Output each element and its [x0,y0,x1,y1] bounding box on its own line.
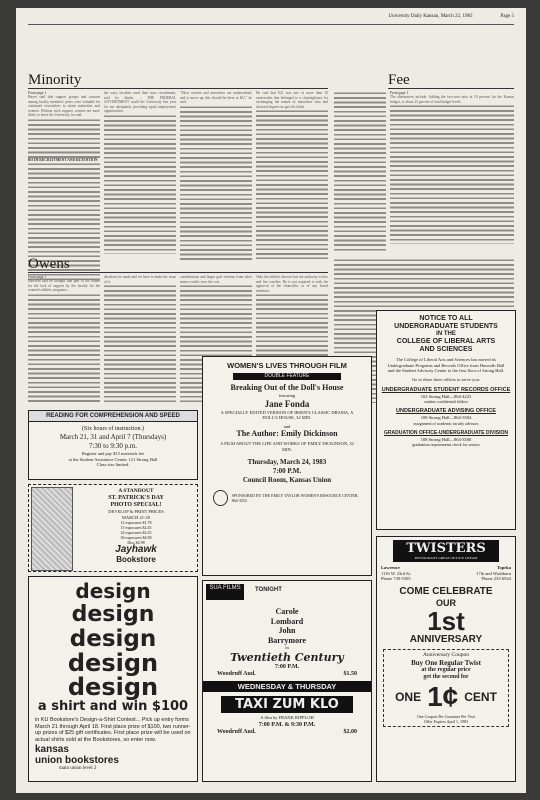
kayhawk-brand-2: Bookstore [116,555,156,564]
owens-title: Owens [28,256,70,272]
minority-rule [28,88,328,89]
price-row: 24 exposures $3.25 [120,530,152,535]
owens-col-1 [28,275,100,403]
sua-films-ad [202,580,372,782]
page-header [28,14,514,25]
text-lines [28,118,100,158]
womens-title: WOMEN'S LIVES THROUGH FILM [227,361,347,370]
fee-col [390,91,514,251]
sua-badge [206,584,244,600]
twisters-logo [393,540,499,562]
design-word: design [67,673,159,701]
minority-jump: From page 1 [28,91,47,95]
design-word: design [69,626,157,652]
twisters-coupon[interactable] [383,649,509,727]
womens-feature: DOUBLE FEATURE [233,373,341,380]
kayhawk-prices [75,520,197,545]
kayhawk-ad [28,484,198,572]
owens-col-2 [104,275,176,403]
twisters-celebrate: COME CELEBRATE [399,585,493,597]
notice-office-2: UNDERGRADUATE ADVISING OFFICE [396,408,496,414]
loc-phone: Phone 749-5305 [381,576,411,581]
design-ad [28,576,198,782]
twisters-our: OUR [436,597,456,608]
design-words [29,579,197,699]
design-word: design [71,602,155,627]
coupon-foot-1: One Coupon Per Customer Per Visit [416,713,476,719]
owens-rule [28,272,328,273]
reading-line-2: March 21, 31 and April 7 (Thursdays) [59,433,167,441]
coupon-line-4: get the second for [423,673,469,680]
sua-place-2: Woodruff Aud. [217,728,256,735]
sua-tonight: TONIGHT [255,587,282,593]
star-name: Lombard [270,616,304,626]
design-brand-3: main union level 2 [59,766,97,771]
text-lines [390,104,514,244]
womens-author-desc: A FILM ABOUT THE LIFE AND WORKS OF EMILY DICKINSON, 32 MIN. [220,441,354,452]
sua-place: Woodruff Aud. [217,670,256,677]
womens-and: and [283,423,291,429]
reading-line-4: Register and pay $15 materials fee [81,451,145,456]
fee-jump: From page 1 [390,91,409,95]
text-lines [180,105,252,260]
minority-col-5 [334,91,386,251]
twisters-brand: TWISTERS [406,541,486,556]
notice-office-1: UNDERGRADUATE STUDENT RECORDS OFFICE [381,386,511,393]
sua-in: in [285,645,289,650]
owens-jump: From page 1 [28,275,47,279]
notice-office-2-loc: 108 Strong Hall—864-3504 [420,415,472,420]
notice-title-2: UNDERGRADUATE STUDENTS [394,323,498,330]
text-lines [28,293,100,403]
owens-col-3-text: contributions and larger gate revenue from other teams would cover the cost. [180,275,253,284]
reading-line-1: (Six hours of instruction.) [82,426,144,432]
price-row: Disc $2.98 [127,540,145,545]
design-body: in KU Bookstore's Design-a-Shirt Contest... Pick up entry forms March 21 through April 18. First place prize of $100, two runner-up prizes of $25 gift certificates. First place prize will be used on actual shirts sold at the Bookstores, so enter now. [35,717,191,743]
fee-rule [388,88,514,89]
minority-subhead: BOTH RECRUITMENT AND RETENTION [28,157,98,162]
minority-col-4 [256,91,328,258]
loc-phone: Phone 233-6924 [481,576,511,581]
design-brand-1: kansas [35,744,69,755]
notice-office-3: GRADUATION OFFICE-UNDERGRADUATE DIVISION [384,429,508,436]
womens-film-ad [202,356,372,576]
notice-title-5: AND SCIENCES [419,346,473,353]
twisters-ad [376,536,516,782]
design-word: design [75,579,151,603]
fee-col-text: The alternatives include: Adding the two-cent ratio at 10 percent for the Kansas budget, or about 25 percent of total budget levels. [390,95,515,104]
minority-col-1-text: Hayes said that support groups and concern among faculty members' peers were valuable for continued researchers to retain minorities and women. Without such support, women are more likely to leave the University, he said. [28,95,101,118]
loc-address: 17th and Washburn [476,570,511,576]
minority-title: Minority [28,72,82,88]
kayhawk-line-4: DEVELOP & PRINT PRICES [108,509,164,514]
star-name: Carole [275,607,299,616]
notice-title-4: COLLEGE OF LIBERAL ARTS [396,338,496,345]
notice-office-1-desc: student confidential folders [424,399,468,404]
sua-price-2: $2.00 [343,728,357,735]
minority-col-2 [104,91,176,258]
text-lines [334,91,386,251]
minority-col-2-text: the ways faculties used their stars recruitment, said he thinks ... THE FEDERAL GOVERNMENT could the University last year for not adequately providing equal employment opportunities. [104,91,177,114]
minority-col-3 [180,91,252,258]
womens-star: Jane Fonda [264,398,310,409]
star-name: John [278,626,296,635]
coupon-cent-word: CENT [464,689,497,704]
coupon-foot-2: Offer Expires April 1, 1983 [423,718,469,724]
owens-col-4-text: Only the athletic director has the authority to hire and fire coaches. He is not required to seek the approval of the chancellor or of any board members. [256,275,329,293]
womens-date: Thursday, March 24, 1983 [247,458,327,466]
price-row: 12 exposures $1.78 [120,520,152,525]
reading-ad [28,410,198,480]
womens-featuring: featuring [278,393,296,398]
reading-line-3: 7:30 to 9:30 p.m. [88,442,138,450]
coupon-line-2: Buy One Regular Twist [411,658,481,667]
notice-ad [376,310,516,530]
design-tagline: a shirt and win $100 [37,699,189,714]
minority-col-4-text: He said that KU was one of more than 10 universities that belonged to a clearinghouse for exchanging the names of minorities who had doctoral degrees in specific fields. [256,91,329,109]
kayhawk-line-5: MARCH 21-29 [121,514,151,520]
twisters-brand-sub: RESTAURANT GREAT OUT ICE CREAM [414,556,478,560]
text-lines [104,284,176,404]
sua-times-2: 7:00 P.M. & 9:30 P.M. [258,721,316,728]
notice-office-3-loc: 108 Strong Hall—864-3500 [420,436,472,442]
paper-name: University Daily Kansan, March 22, 1983 [388,14,473,19]
womens-place: Council Room, Kansas Union [242,476,332,484]
twisters-location-2 [476,565,511,582]
loc-address: 1116 W. 23rd St. [381,570,412,576]
newspaper-page [16,8,526,793]
fee-title: Fee [388,72,410,88]
reading-line-6: Class size limited. [96,462,130,467]
womens-sponsor: SPONSORED BY THE EMILY TAYLOR WOMEN'S RESOURCE CENTER, 864-3552 [231,493,359,503]
womens-center-logo [213,490,228,506]
reading-ad-title: READING FOR COMPREHENSION AND SPEED [29,411,197,422]
notice-office-2-desc: assignment of academic faculty advisors [413,420,479,426]
notice-body: The College of Liberal Arts and Sciences has moved its Undergraduate Programs and Records Office from Haworth Hall and the Student Advisory Center to the first floor of Strong Hall. [387,357,505,373]
notice-sub: Go to these three offices to serve you: [411,376,481,382]
kayhawk-line-2: ST. PATRICK'S DAY [108,495,164,501]
price-row: 36 exposures $4.98 [120,535,152,540]
sua-stars [203,607,371,645]
loc-name: Lawrence [381,565,400,570]
text-lines [104,114,176,254]
coupon-line-1: Anniversary Coupon [423,651,469,658]
sua-badge-label: SUA FILMS [209,585,241,591]
page-number: Page 5 [500,14,514,19]
twisters-anniversary: ANNIVERSARY [409,633,483,645]
minority-col-3-text: "Most women and minorities are undervalued, and to move up, this should be there at KU," he said. [180,91,253,105]
sua-days: WEDNESDAY & THURSDAY [203,681,371,692]
notice-office-3-desc: graduation requirements check for seniors [412,442,480,447]
womens-desc: A SPECIALLY EDITED VERSION OF IBSEN'S CLASSIC DRAMA, A DOLL'S HOUSE, 32 MIN. [220,409,354,420]
kayhawk-line-1: A STANDOUT [118,488,154,494]
coupon-cent-value: 1¢ [427,680,459,712]
clover-image [31,487,73,571]
coupon-line-3: at the regular price [421,666,471,673]
sua-time: 7:00 P.M. [274,663,300,670]
kayhawk-line-3: PHOTO SPECIAL! [110,502,162,508]
design-word: design [67,649,159,677]
sua-film-2-credit: A film by FRANK RIPPLOH [260,714,314,720]
kayhawk-brand-1: Jayhawk [115,544,157,555]
sua-film: Twentieth Century [230,650,344,664]
sua-film-2: TAXI ZUM KLO [221,696,353,713]
womens-time: 7:00 P.M. [272,467,302,475]
notice-title-3: IN THE [436,331,456,337]
star-name: Barrymore [267,635,307,645]
minority-col-1 [28,91,100,258]
owens-col-1-text: Harrison said he thought that part of the blame for the lack of support by the faculty for the women's athletic programs ... [28,279,101,293]
womens-film-1: Breaking Out of the Doll's House [230,383,344,392]
text-lines [256,109,328,259]
design-brand-2: union bookstores [35,755,119,766]
twisters-location-1 [381,565,411,582]
twisters-first: 1st [427,605,465,636]
coupon-one: ONE [395,689,422,704]
notice-title-1: NOTICE TO ALL [419,315,473,322]
reading-line-5: at the Student Assistance Center, 121 Strong Hall [68,456,158,462]
owens-col-2-text: decisions he made and we have to make the issue of it. [104,275,177,284]
price-row: 15 exposures $2.45 [120,525,152,530]
womens-film-2: The Author: Emily Dickinson [236,429,338,438]
notice-office-1-loc: 102 Strong Hall—864-4223 [420,393,472,399]
loc-name: Topeka [496,565,511,570]
sua-price: $1.50 [343,670,357,677]
